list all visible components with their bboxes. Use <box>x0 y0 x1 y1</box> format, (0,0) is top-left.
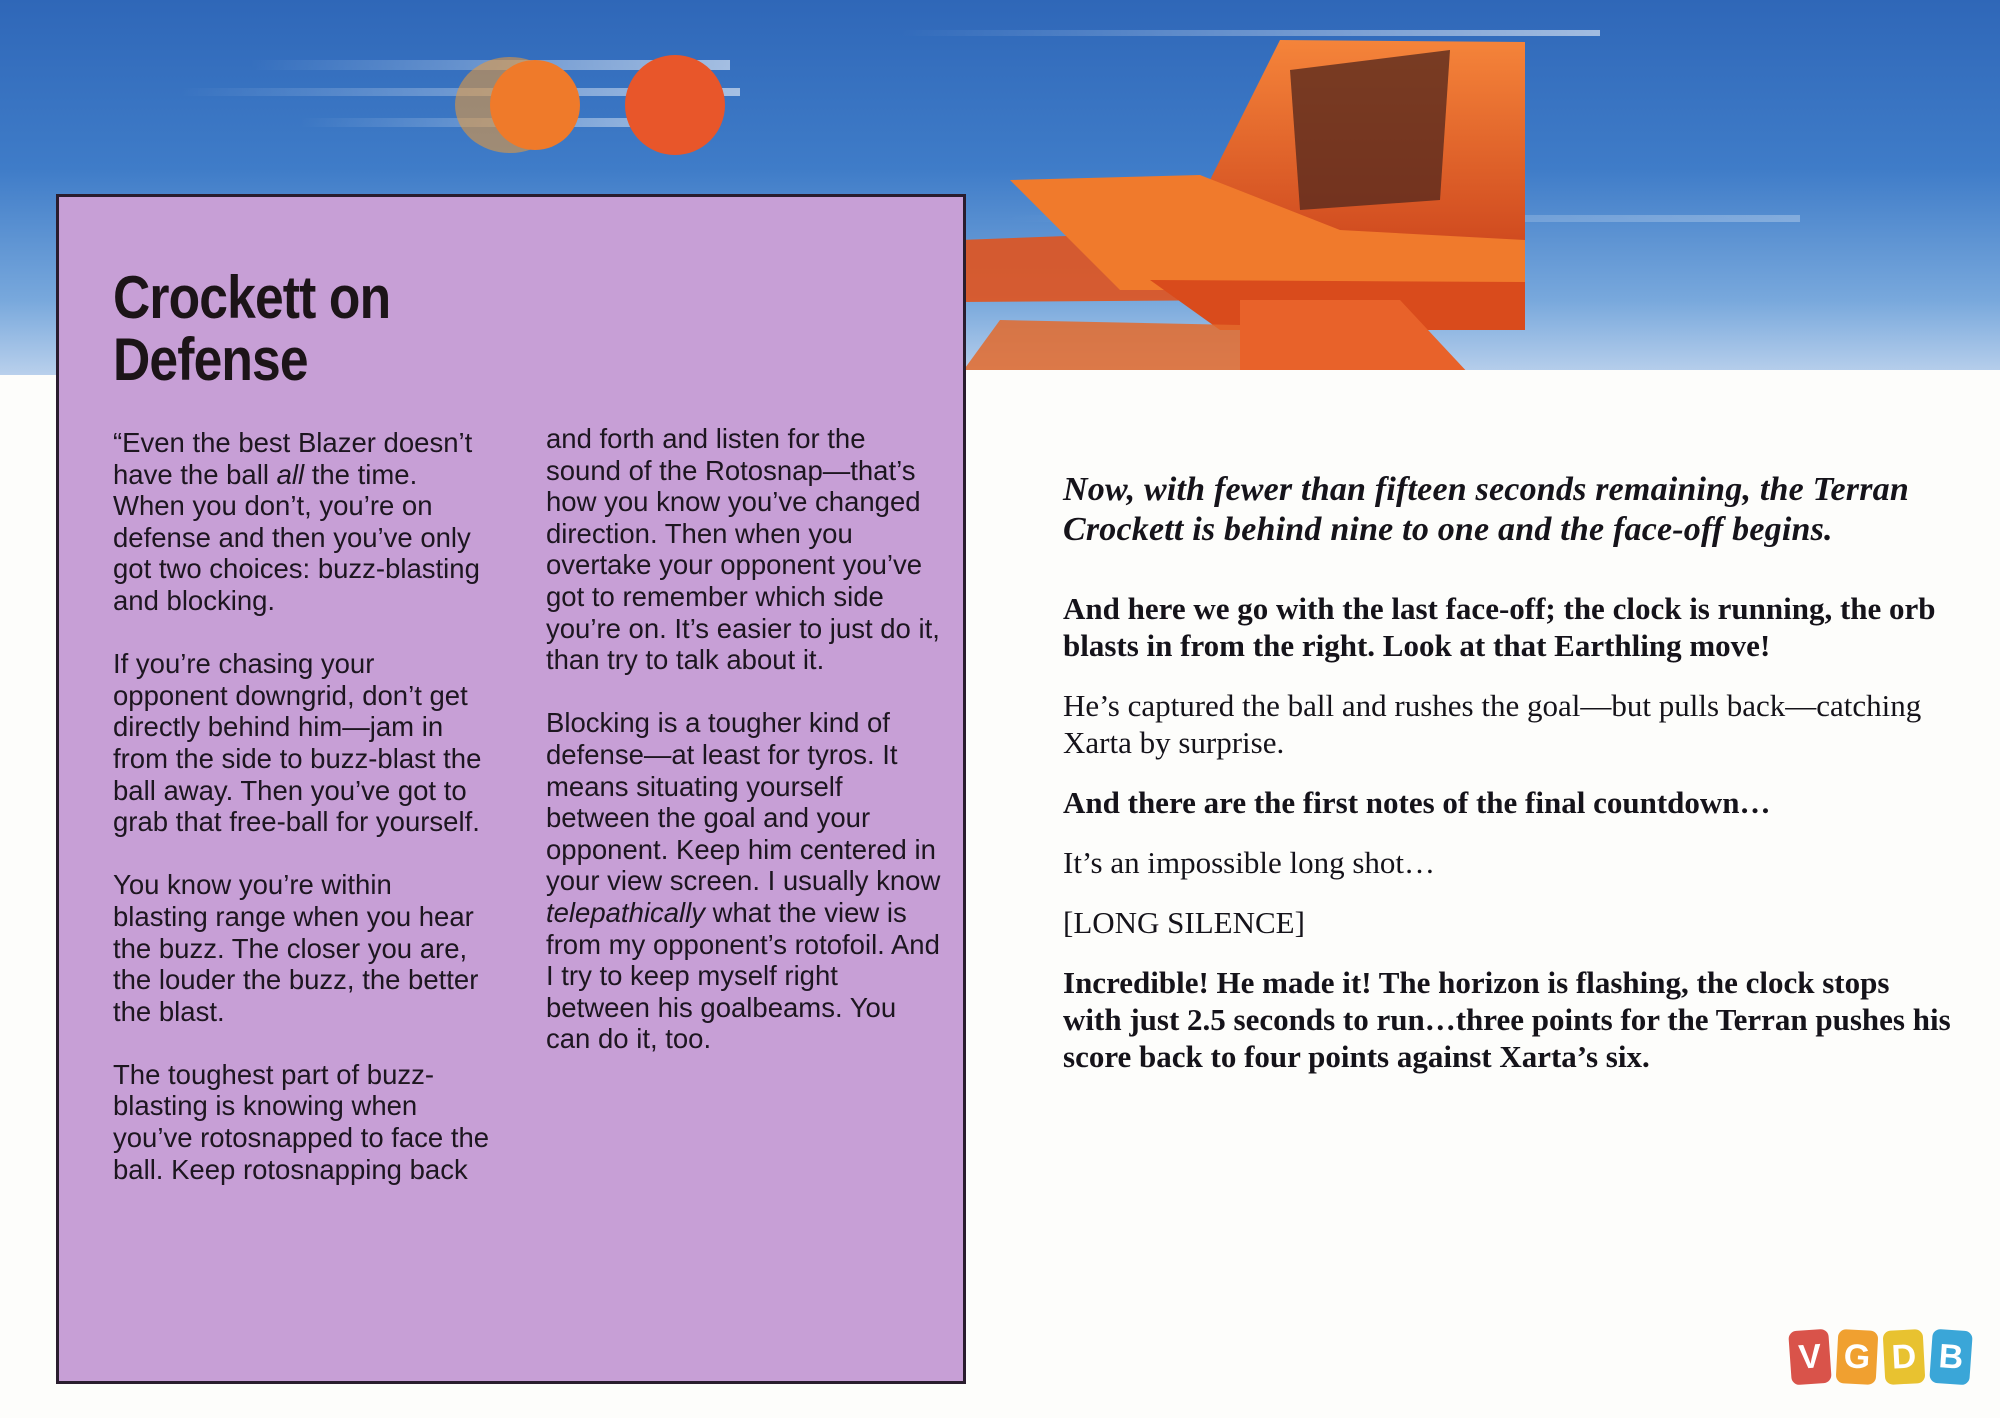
sidebar-title: Crockett on Defense <box>113 264 391 393</box>
story-paragraph: And there are the first notes of the final countdown… <box>1063 785 1771 820</box>
story-lead: Now, with fewer than fifteen seconds remaining, the Terran Crockett is behind nine to one and the face-off begins. <box>1063 471 1909 548</box>
sidebar-paragraph: You know you’re within blasting range when you hear the buzz. The closer you are, the louder the buzz, the better the blast. <box>113 869 479 1027</box>
text-span: what the view is from my opponent’s rotofoil. And I try to keep myself right between his goalbeams. You can do it, too. <box>546 896 940 1055</box>
story-paragraph: And here we go with the last face-off; the clock is running, the orb blasts in from the right. Look at that Earthling move! <box>1063 591 1936 663</box>
sidebar-column-2 <box>546 423 946 1086</box>
watermark-tile: G <box>1836 1329 1879 1385</box>
story-paragraph: It’s an impossible long shot… <box>1063 845 1435 880</box>
sidebar-paragraph <box>546 707 946 1055</box>
craft-icon <box>960 40 1525 375</box>
watermark-tile: D <box>1883 1329 1926 1385</box>
sidebar-paragraph: and forth and listen for the sound of the Rotosnap—that’s how you know you’ve changed direction. Then when you overtake your opponent you’ve got to remember which side you’re on. It’s easier to just do it, than try to talk about it. <box>546 423 940 676</box>
vgdb-watermark-logo <box>1790 1330 1990 1396</box>
story-paragraph: Incredible! He made it! The horizon is flashing, the clock stops with just 2.5 seconds to run…three points for the Terran pushes his score back to four points against Xarta’s six. <box>1063 965 1951 1074</box>
story-paragraph: [LONG SILENCE] <box>1063 905 1305 940</box>
orb-blur-icon <box>455 57 580 153</box>
watermark-tile: V <box>1788 1329 1832 1386</box>
text-span: Blocking is a tougher kind of defense—at least for tyros. It means situating yourself between the goal and your opponent. Keep him centered in your view screen. I usually know <box>546 707 941 897</box>
italic-text: telepathically <box>546 896 705 928</box>
story-column <box>1063 470 1953 1098</box>
sidebar-paragraph: The toughest part of buzz-blasting is knowing when you’ve rotosnapped to face the ball. Keep rotosnapping back <box>113 1058 490 1185</box>
orb-icon <box>625 55 725 155</box>
sidebar-column-1 <box>113 427 493 1217</box>
sidebar-box <box>56 194 966 1384</box>
sidebar-paragraph: If you’re chasing your opponent downgrid, don’t get directly behind him—jam in from the side to buzz-blast the ball away. Then you’ve got to grab that free-ball for yourself. <box>113 648 482 838</box>
sidebar-paragraph <box>113 427 493 617</box>
text-span: the time. When you don’t, you’re on defense and then you’ve only got two choices: buzz-blasting and blocking. <box>113 458 480 616</box>
italic-text: all <box>276 458 305 490</box>
story-paragraph: He’s captured the ball and rushes the goal—but pulls back—catching Xarta by surprise. <box>1063 688 1922 760</box>
watermark-tile: B <box>1929 1329 1973 1386</box>
text-span: “Even the best Blazer doesn’t have the ball <box>113 427 473 490</box>
